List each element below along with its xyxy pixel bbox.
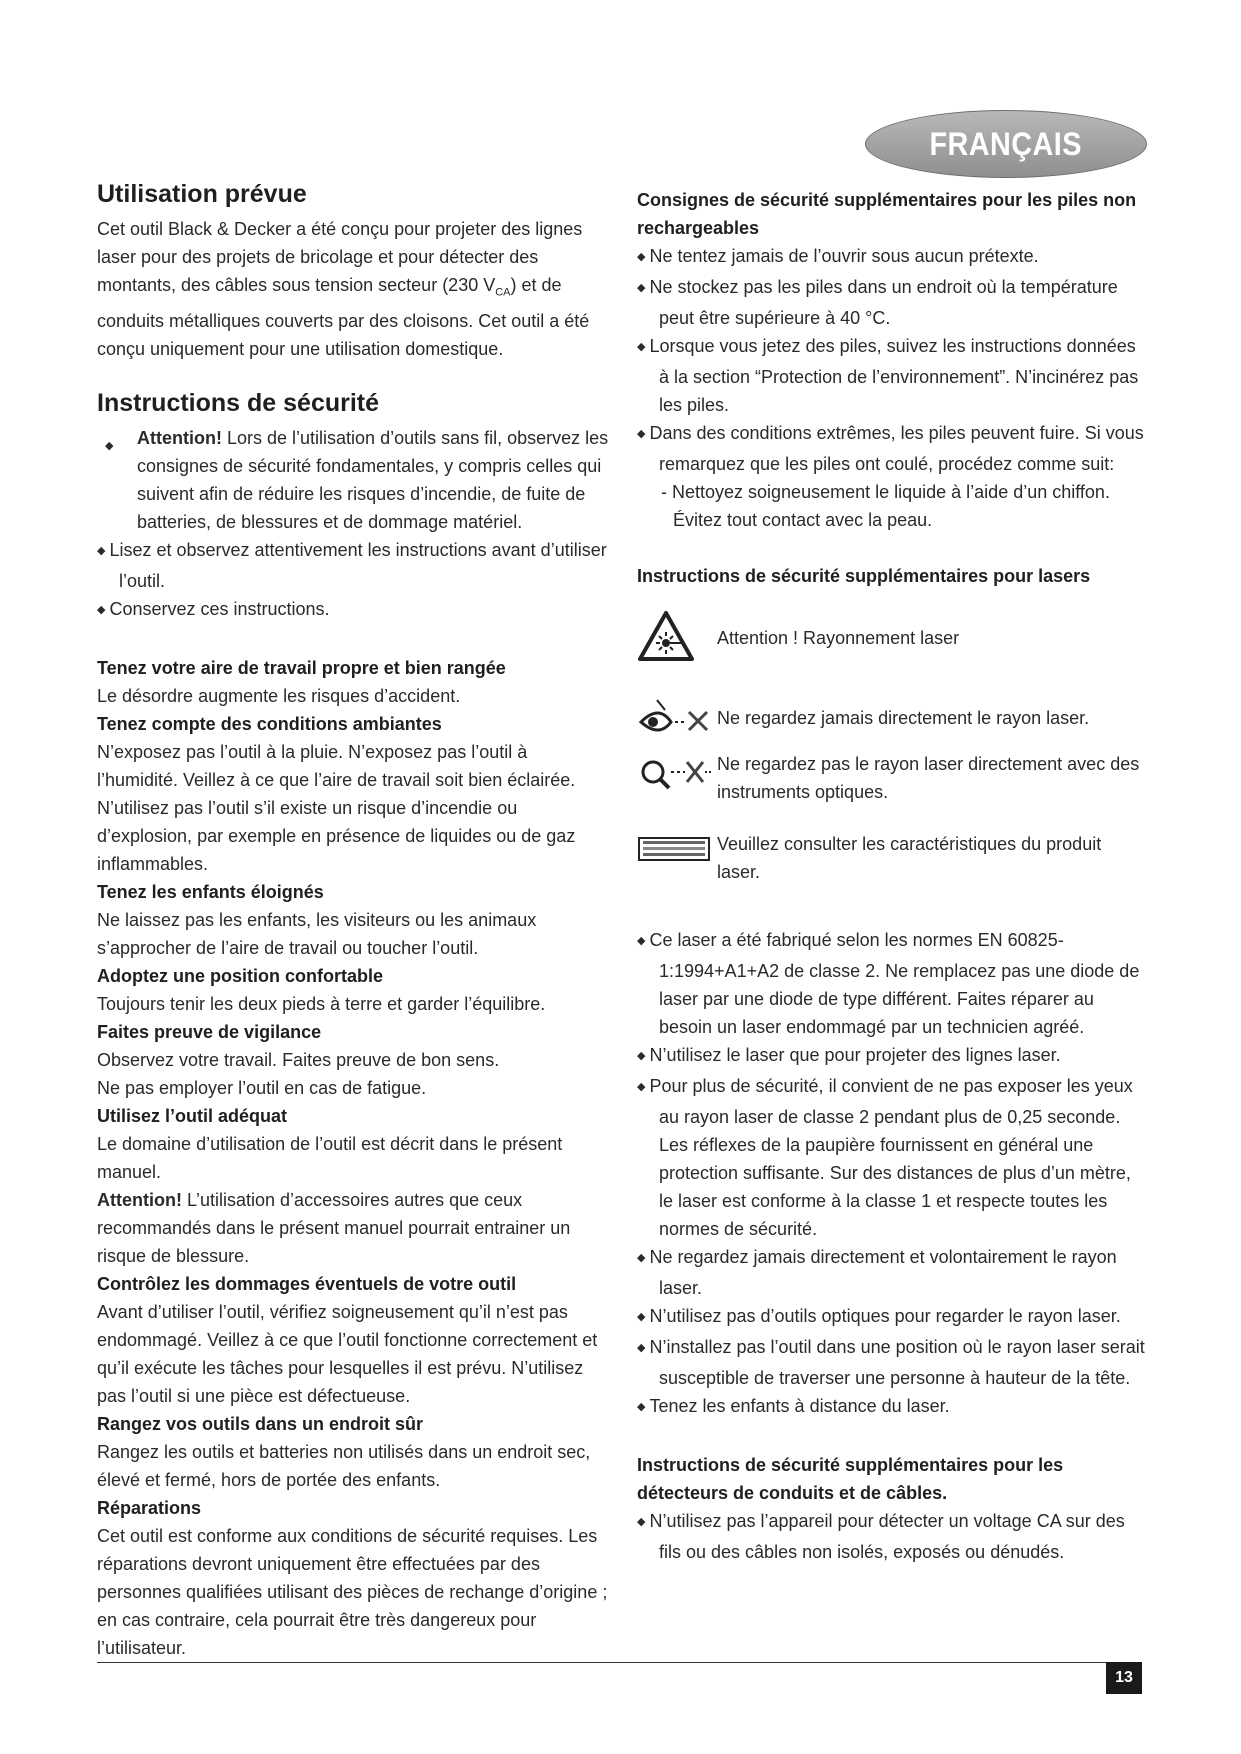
attention-text: Attention! L’utilisation d’accessoires autres que ceux recommandés dans le présent manuel pourrait entrainer un risque de blessure. xyxy=(97,1189,571,1266)
section-text: Observez votre travail. Faites preuve de bon sens. xyxy=(97,1049,500,1070)
safety-list-2 xyxy=(97,536,612,626)
language-badge xyxy=(865,110,1147,178)
section-heading: Rangez vos outils dans un endroit sûr xyxy=(97,1413,424,1434)
list-item: ◆ Lisez et observez attentivement les instructions avant d’utiliser l’outil. xyxy=(97,536,612,595)
safety-list xyxy=(97,424,612,536)
section-text: Le désordre augmente les risques d’accident. xyxy=(97,685,461,706)
icon-text: Veuillez consulter les caractéristiques du produit laser. xyxy=(717,834,1102,882)
section-text: Rangez les outils et batteries non utilisés dans un endroit sec, élevé et fermé, hors de portée des enfants. xyxy=(97,1441,591,1490)
section-heading: Réparations xyxy=(97,1497,202,1518)
product-label-icon xyxy=(637,832,711,866)
section-text: Toujours tenir les deux pieds à terre et garder l’équilibre. xyxy=(97,993,546,1014)
list-item: ◆ N’utilisez pas d’outils optiques pour regarder le rayon laser. xyxy=(637,1302,1147,1333)
section-heading: Tenez votre aire de travail propre et bien rangée xyxy=(97,657,506,678)
page-number: 13 xyxy=(1106,1662,1142,1694)
section-heading: Tenez les enfants éloignés xyxy=(97,881,324,902)
detectors-heading: Instructions de sécurité supplémentaires pour les détecteurs de conduits et de câbles. xyxy=(637,1455,1064,1503)
right-column xyxy=(637,180,1147,1566)
section-text: Avant d’utiliser l’outil, vérifiez soigneusement qu’il n’est pas endommagé. Veillez à ce que l’outil fonctionne correctement et qu’il exécute les tâches pour lesquelles il est prévu. N’utilisez pas l’outil si une pièce est défectueuse. xyxy=(97,1301,598,1406)
section-heading: Faites preuve de vigilance xyxy=(97,1021,322,1042)
laser-warning-icon xyxy=(637,610,695,662)
list-item: ◆ Ne tentez jamais de l’ouvrir sous aucun prétexte. xyxy=(637,242,1147,273)
list-item: ◆ Ne regardez jamais directement et volontairement le rayon laser. xyxy=(637,1243,1147,1302)
lasers-heading: Instructions de sécurité supplémentaires pour lasers xyxy=(637,566,1091,586)
batteries-list xyxy=(637,242,1147,478)
list-item: ◆ Tenez les enfants à distance du laser. xyxy=(637,1392,1147,1423)
list-item: ◆ Dans des conditions extrêmes, les piles peuvent fuire. Si vous remarquez que les piles ont coulé, procédez comme suit: xyxy=(637,419,1147,478)
section-heading: Contrôlez les dommages éventuels de votre outil xyxy=(97,1273,517,1294)
detectors-list xyxy=(637,1507,1147,1566)
batteries-sub-item: - Nettoyez soigneusement le liquide à l’aide d’un chiffon. Évitez tout contact avec la peau. xyxy=(661,482,1110,530)
optical-instrument-icon xyxy=(637,756,711,796)
footer-rule xyxy=(97,1662,1132,1663)
list-item: ◆ N’utilisez pas l’appareil pour détecter un voltage CA sur des fils ou des câbles non isolés, exposés ou dénudés. xyxy=(637,1507,1147,1566)
list-item: ◆ Ne stockez pas les piles dans un endroit où la température peut être supérieure à 40 °C. xyxy=(637,273,1147,332)
intended-use-title: Utilisation prévue xyxy=(97,180,307,208)
section-text: Ne laissez pas les enfants, les visiteurs ou les animaux s’approcher de l’aire de travail ou toucher l’outil. xyxy=(97,909,537,958)
list-item: ◆ Ce laser a été fabriqué selon les normes EN 60825-1:1994+A1+A2 de classe 2. Ne remplacez pas une diode de laser par une diode de type différent. Faites réparer au besoin un laser endommagé par un technicien agréé. xyxy=(637,926,1147,1041)
intended-use-text: Cet outil Black & Decker a été conçu pour projeter des lignes laser pour des projets de bricolage et pour détecter des montants, des câbles sous tension secteur (230 $V_{CA}$) et de conduits métalliques couverts par des cloisons. Cet outil a été conçu uniquement pour une utilisation domestique. xyxy=(97,219,590,359)
section-heading: Adoptez une position confortable xyxy=(97,965,383,986)
list-item: ◆ Conservez ces instructions. xyxy=(97,595,612,626)
icon-text: Ne regardez pas le rayon laser directement avec des instruments optiques. xyxy=(717,754,1140,802)
list-item: ◆ Attention! Lors de l’utilisation d’outils sans fil, observez les consignes de sécurité fondamentales, y compris celles qui suivent afin de réduire les risques d’incendie, de fuite de batteries, de blessures et de dommage matériel. xyxy=(97,424,612,536)
left-column xyxy=(97,180,612,1662)
icon-row xyxy=(637,610,1147,680)
safety-title: Instructions de sécurité xyxy=(97,388,380,417)
icon-row xyxy=(637,832,1147,908)
language-label: FRANÇAIS xyxy=(929,125,1083,162)
section-text: Ne pas employer l’outil en cas de fatigue. xyxy=(97,1077,427,1098)
section-text: Cet outil est conforme aux conditions de sécurité requises. Les réparations devront uniquement être effectuées par des personnes qualifiées utilisant des pièces de rechange d’origine ; en cas contraire, cela pourrait être très dangereux pour l’utilisateur. xyxy=(97,1525,608,1658)
section-text: Le domaine d’utilisation de l’outil est décrit dans le présent manuel. xyxy=(97,1133,563,1182)
batteries-heading: Consignes de sécurité supplémentaires pour les piles non rechargeables xyxy=(637,190,1137,238)
icon-row xyxy=(637,694,1147,744)
section-heading: Utilisez l’outil adéquat xyxy=(97,1105,288,1126)
icon-row xyxy=(637,756,1147,826)
list-item: ◆ N’utilisez le laser que pour projeter des lignes laser. xyxy=(637,1041,1147,1072)
list-item: ◆ Lorsque vous jetez des piles, suivez les instructions données à la section “Protection de l’environnement”. N’incinérez pas les piles. xyxy=(637,332,1147,419)
icon-text: Ne regardez jamais directement le rayon laser. xyxy=(717,708,1090,728)
list-item: ◆ N’installez pas l’outil dans une position où le rayon laser serait susceptible de traverser une personne à hauteur de la tête. xyxy=(637,1333,1147,1392)
section-text: N’exposez pas l’outil à la pluie. N’exposez pas l’outil à l’humidité. Veillez à ce que l’aire de travail soit bien éclairée. N’utilisez pas l’outil s’il existe un risque d’incendie ou d’explosion, par exemple en présence de liquides ou de gaz inflammables. xyxy=(97,741,576,874)
list-item: ◆ Pour plus de sécurité, il convient de ne pas exposer les yeux au rayon laser de classe 2 pendant plus de 0,25 seconde. Les réflexes de la paupière fournissent en général une protection suffisante. Sur des distances de plus d’un mètre, le laser est conforme à la classe 1 et respecte toutes les normes de sécurité. xyxy=(637,1072,1147,1243)
section-heading: Tenez compte des conditions ambiantes xyxy=(97,713,442,734)
lasers-list xyxy=(637,926,1147,1423)
eye-laser-icon xyxy=(637,694,711,744)
icon-text: Attention ! Rayonnement laser xyxy=(717,628,960,648)
